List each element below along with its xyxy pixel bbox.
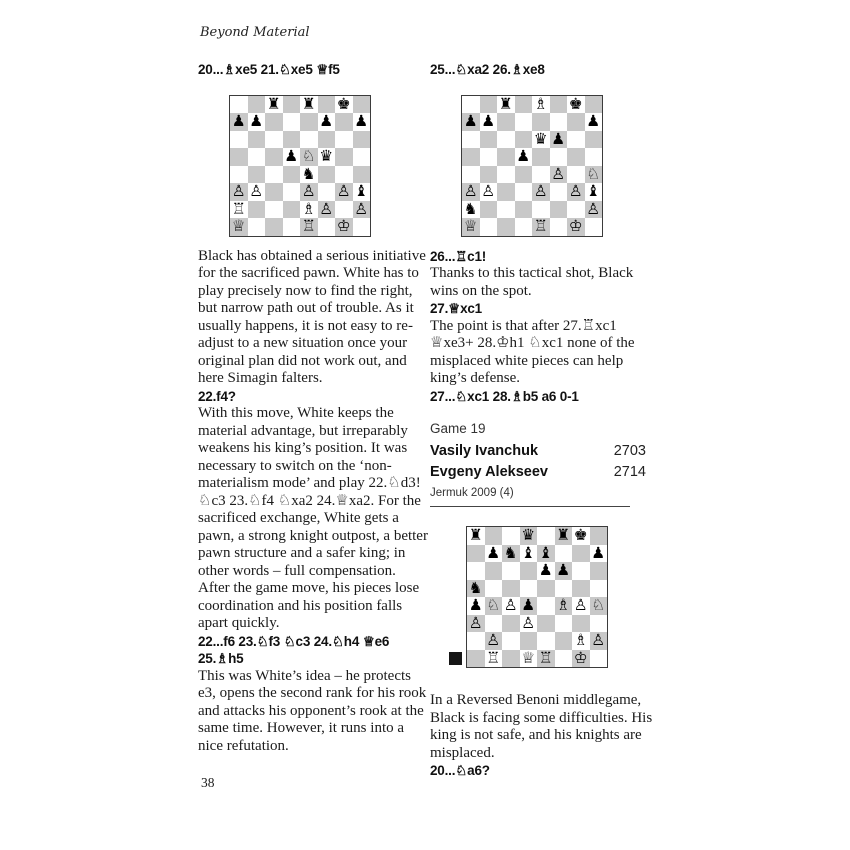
square-g4	[567, 166, 585, 184]
white-knight-icon: ♘	[301, 147, 316, 165]
square-c8	[502, 527, 520, 545]
square-g1	[572, 650, 590, 668]
square-b3	[248, 183, 266, 201]
paragraph-non-materialism: With this move, White keeps the material advantage, but irreparably weakens his king’s position. It was necessary to switch on the ‘non-materialism mode’ and play 22.♘d3! ♘c3 23.♘f4 ♘xa2 24.♕xa2. For the sacrificed exchange, White gets a pawn, a strong knight outpost, a better pawn structure and a safer king; in other words – full compensation. After the game move, his pieces lose coordination and his position falls apart quickly.	[198, 405, 428, 631]
square-h7	[585, 113, 603, 131]
square-e8	[537, 527, 555, 545]
move-line-27-nxc1: 27...♘xc1 28.♗b5 a6 0-1	[430, 388, 579, 404]
square-c4	[497, 166, 515, 184]
white-pawn-icon: ♙	[319, 199, 334, 218]
paragraph-the-point: The point is that after 27.♖xc1 ♕xe3+ 28.♔h1 ♘xc1 none of the misplaced white pieces can help king’s defense.	[430, 317, 635, 386]
square-b2	[480, 201, 498, 219]
square-g8	[572, 527, 590, 545]
black-to-move-indicator	[449, 652, 462, 665]
square-g5	[572, 580, 590, 598]
square-e1	[300, 218, 318, 236]
square-h3	[585, 183, 603, 201]
black-king-icon: ♚	[336, 94, 351, 113]
square-h6	[590, 562, 608, 580]
square-d6	[520, 562, 538, 580]
square-b6	[248, 131, 266, 149]
square-b7	[480, 113, 498, 131]
white-pawn-icon: ♙	[573, 596, 588, 614]
left-column	[198, 61, 430, 755]
square-f6	[550, 131, 568, 149]
game-event-label: Jermuk 2009 (4)	[430, 487, 514, 499]
square-d7	[520, 545, 538, 563]
square-b7	[248, 113, 266, 131]
square-g1	[567, 218, 585, 236]
square-a4	[462, 166, 480, 184]
move-line-20-qf5: 20...♗xe5 21.♘xe5 ♕f5	[198, 62, 340, 77]
black-pawn-icon: ♟	[591, 543, 606, 562]
square-g6	[567, 131, 585, 149]
chess-board-1	[230, 96, 370, 236]
square-f2	[550, 201, 568, 219]
white-knight-icon: ♘	[486, 596, 501, 614]
square-a6	[462, 131, 480, 149]
square-h6	[353, 131, 371, 149]
square-b8	[480, 96, 498, 114]
white-pawn-icon: ♙	[486, 631, 501, 649]
white-pawn-icon: ♙	[249, 182, 264, 200]
square-f8	[555, 527, 573, 545]
black-bishop-icon: ♝	[354, 182, 369, 200]
square-a3	[462, 183, 480, 201]
paragraph-reversed-benoni: In a Reversed Benoni middlegame, Black is facing some difficulties. His king is not safe, and his knights are misplaced.	[430, 692, 653, 761]
square-h4	[353, 166, 371, 184]
square-h4	[585, 166, 603, 184]
square-d7	[515, 113, 533, 131]
square-a1	[467, 650, 485, 668]
white-rook-icon: ♖	[538, 648, 553, 667]
square-a4	[230, 166, 248, 184]
paragraph-tactical-shot: Thanks to this tactical shot, Black wins on the spot.	[430, 265, 634, 299]
black-player-row	[430, 462, 646, 483]
white-pawn-icon: ♙	[468, 613, 483, 632]
chess-diagram-3	[466, 526, 608, 668]
square-c1	[502, 650, 520, 668]
square-g4	[335, 166, 353, 184]
game-header-divider	[430, 506, 630, 507]
black-pawn-icon: ♟	[538, 561, 553, 579]
square-e3	[300, 183, 318, 201]
square-e6	[537, 562, 555, 580]
black-pawn-icon: ♟	[521, 596, 536, 614]
square-f7	[550, 113, 568, 131]
black-knight-icon: ♞	[463, 199, 478, 218]
square-b7	[485, 545, 503, 563]
black-rook-icon: ♜	[301, 94, 316, 113]
white-pawn-icon: ♙	[503, 596, 518, 614]
white-player-row	[430, 441, 646, 462]
running-header: Beyond Material	[200, 25, 310, 40]
square-b1	[480, 218, 498, 236]
square-a8	[230, 96, 248, 114]
square-e1	[537, 650, 555, 668]
square-h7	[353, 113, 371, 131]
white-pawn-icon: ♙	[336, 182, 351, 200]
square-b2	[485, 632, 503, 650]
square-a2	[462, 201, 480, 219]
square-c5	[497, 148, 515, 166]
white-pawn-icon: ♙	[533, 182, 548, 200]
black-king-icon: ♚	[568, 94, 583, 113]
square-g1	[335, 218, 353, 236]
square-b8	[485, 527, 503, 545]
square-b6	[485, 562, 503, 580]
square-c7	[497, 113, 515, 131]
square-d7	[283, 113, 301, 131]
square-c8	[497, 96, 515, 114]
white-king-icon: ♔	[573, 648, 588, 667]
white-bishop-icon: ♗	[301, 199, 316, 218]
square-h6	[585, 131, 603, 149]
square-g7	[567, 113, 585, 131]
square-h8	[590, 527, 608, 545]
square-b4	[480, 166, 498, 184]
black-pawn-icon: ♟	[231, 112, 246, 130]
square-h8	[353, 96, 371, 114]
white-pawn-icon: ♙	[586, 199, 601, 218]
white-pawn-icon: ♙	[568, 182, 583, 200]
black-bishop-icon: ♝	[538, 543, 553, 562]
square-h4	[590, 597, 608, 615]
square-g8	[335, 96, 353, 114]
square-c1	[497, 218, 515, 236]
move-line-22-f4: 22.f4?	[198, 388, 236, 404]
square-d4	[515, 166, 533, 184]
move-line-26-rc1: 26...♖c1!	[430, 248, 487, 264]
move-line-25-bxe8: 25...♘xa2 26.♗xe8	[430, 62, 545, 77]
black-player-rating: 2714	[613, 464, 646, 480]
white-pawn-icon: ♙	[231, 182, 246, 200]
white-pawn-icon: ♙	[481, 182, 496, 200]
square-a7	[230, 113, 248, 131]
square-c5	[265, 148, 283, 166]
square-d5	[520, 580, 538, 598]
square-e6	[532, 131, 550, 149]
square-f4	[555, 597, 573, 615]
square-h2	[353, 201, 371, 219]
black-rook-icon: ♜	[556, 526, 571, 544]
square-g5	[567, 148, 585, 166]
square-f3	[550, 183, 568, 201]
square-c5	[502, 580, 520, 598]
white-pawn-icon: ♙	[301, 182, 316, 200]
square-a7	[462, 113, 480, 131]
chess-diagram-2	[461, 95, 603, 237]
square-d4	[520, 597, 538, 615]
black-rook-icon: ♜	[266, 94, 281, 113]
square-g2	[572, 632, 590, 650]
square-a6	[230, 131, 248, 149]
square-c3	[265, 183, 283, 201]
white-player-name: Vasily Ivanchuk	[430, 443, 539, 459]
black-pawn-icon: ♟	[468, 596, 483, 614]
right-column	[430, 61, 662, 780]
paragraph-whites-idea: This was White’s idea – he protects e3, opens the second rank for his rook and attacks his opponent’s rook at the same time. However, it runs into a nice refutation.	[198, 667, 427, 754]
white-bishop-icon: ♗	[533, 94, 548, 113]
square-g7	[335, 113, 353, 131]
black-player-name: Evgeny Alekseev	[430, 464, 548, 480]
square-f5	[550, 148, 568, 166]
square-d1	[283, 218, 301, 236]
square-d8	[283, 96, 301, 114]
square-d3	[515, 183, 533, 201]
square-f3	[318, 183, 336, 201]
square-d4	[283, 166, 301, 184]
game-number-label: Game 19	[430, 421, 486, 436]
square-c7	[502, 545, 520, 563]
black-pawn-icon: ♟	[516, 147, 531, 165]
square-h7	[590, 545, 608, 563]
square-e8	[300, 96, 318, 114]
white-king-icon: ♔	[336, 217, 351, 235]
square-f8	[550, 96, 568, 114]
square-d3	[520, 615, 538, 633]
square-d5	[283, 148, 301, 166]
square-f1	[555, 650, 573, 668]
white-rook-icon: ♖	[301, 217, 316, 235]
square-c3	[497, 183, 515, 201]
square-h2	[585, 201, 603, 219]
square-h3	[353, 183, 371, 201]
square-g8	[567, 96, 585, 114]
square-d5	[515, 148, 533, 166]
square-b5	[480, 148, 498, 166]
square-a5	[230, 148, 248, 166]
black-pawn-icon: ♟	[556, 561, 571, 579]
square-h8	[585, 96, 603, 114]
square-e4	[532, 166, 550, 184]
white-player-rating: 2703	[613, 443, 646, 459]
square-b5	[248, 148, 266, 166]
white-knight-icon: ♘	[591, 596, 606, 614]
square-a1	[230, 218, 248, 236]
black-pawn-icon: ♟	[463, 112, 478, 130]
move-line-20-na6: 20...♘a6?	[430, 763, 490, 778]
square-f1	[318, 218, 336, 236]
square-g6	[572, 562, 590, 580]
black-pawn-icon: ♟	[284, 147, 299, 165]
square-c7	[265, 113, 283, 131]
page-number: 38	[201, 775, 215, 790]
white-queen-icon: ♕	[521, 648, 536, 667]
square-e7	[532, 113, 550, 131]
white-pawn-icon: ♙	[591, 631, 606, 649]
chess-board-3	[467, 527, 607, 667]
square-c2	[497, 201, 515, 219]
square-c2	[265, 201, 283, 219]
square-h3	[590, 615, 608, 633]
white-rook-icon: ♖	[486, 648, 501, 667]
white-pawn-icon: ♙	[521, 613, 536, 632]
square-e3	[537, 615, 555, 633]
square-f6	[318, 131, 336, 149]
square-a6	[467, 562, 485, 580]
black-pawn-icon: ♟	[551, 129, 566, 148]
black-knight-icon: ♞	[503, 543, 518, 562]
square-a5	[467, 580, 485, 598]
square-b3	[485, 615, 503, 633]
square-b8	[248, 96, 266, 114]
square-c4	[502, 597, 520, 615]
square-c1	[265, 218, 283, 236]
square-a1	[462, 218, 480, 236]
chess-diagram-1	[229, 95, 371, 237]
white-knight-icon: ♘	[586, 164, 601, 183]
white-king-icon: ♔	[568, 217, 583, 235]
square-e8	[532, 96, 550, 114]
square-g2	[567, 201, 585, 219]
game-header-block	[430, 419, 646, 507]
square-e6	[300, 131, 318, 149]
square-d2	[515, 201, 533, 219]
square-b5	[485, 580, 503, 598]
square-d2	[520, 632, 538, 650]
white-pawn-icon: ♙	[551, 164, 566, 183]
square-c8	[265, 96, 283, 114]
square-c6	[502, 562, 520, 580]
square-g3	[567, 183, 585, 201]
square-f8	[318, 96, 336, 114]
square-g6	[335, 131, 353, 149]
square-g3	[335, 183, 353, 201]
square-b1	[485, 650, 503, 668]
square-b4	[248, 166, 266, 184]
square-e5	[532, 148, 550, 166]
paragraph-initiative: Black has obtained a serious initiative for the sacrificed pawn. White has to play precisely now to find the right, but narrow path out of trouble. As it usually happens, it is not easy to re-adjust to a new situation once your original plan did not work out, and here Simagin falters.	[198, 247, 426, 386]
move-line-22-f6: 22...f6 23.♘f3 ♘c3 24.♘h4 ♕e6 25.♗h5	[198, 633, 390, 666]
move-line-27-qxc1: 27.♕xc1	[430, 301, 482, 316]
square-f7	[555, 545, 573, 563]
square-a2	[230, 201, 248, 219]
black-pawn-icon: ♟	[249, 112, 264, 130]
square-g3	[572, 615, 590, 633]
square-h5	[353, 148, 371, 166]
square-g7	[572, 545, 590, 563]
square-d8	[520, 527, 538, 545]
black-queen-icon: ♛	[533, 129, 548, 148]
square-e5	[300, 148, 318, 166]
square-h2	[590, 632, 608, 650]
black-pawn-icon: ♟	[481, 112, 496, 130]
square-e4	[300, 166, 318, 184]
square-d6	[515, 131, 533, 149]
square-g5	[335, 148, 353, 166]
square-e1	[532, 218, 550, 236]
black-knight-icon: ♞	[301, 164, 316, 183]
square-e2	[300, 201, 318, 219]
square-d2	[283, 201, 301, 219]
square-b2	[248, 201, 266, 219]
square-d1	[520, 650, 538, 668]
square-e4	[537, 597, 555, 615]
square-d6	[283, 131, 301, 149]
black-pawn-icon: ♟	[319, 112, 334, 130]
chess-board-2	[462, 96, 602, 236]
square-e2	[537, 632, 555, 650]
square-h5	[585, 148, 603, 166]
square-a2	[467, 632, 485, 650]
square-f7	[318, 113, 336, 131]
square-c4	[265, 166, 283, 184]
square-e2	[532, 201, 550, 219]
black-bishop-icon: ♝	[586, 182, 601, 200]
square-c3	[502, 615, 520, 633]
square-a7	[467, 545, 485, 563]
square-f6	[555, 562, 573, 580]
square-h1	[353, 218, 371, 236]
square-h5	[590, 580, 608, 598]
square-c6	[497, 131, 515, 149]
square-g2	[335, 201, 353, 219]
square-e5	[537, 580, 555, 598]
black-pawn-icon: ♟	[486, 543, 501, 562]
square-c2	[502, 632, 520, 650]
square-f3	[555, 615, 573, 633]
white-bishop-icon: ♗	[556, 596, 571, 614]
square-f5	[555, 580, 573, 598]
square-d3	[283, 183, 301, 201]
square-b1	[248, 218, 266, 236]
white-queen-icon: ♕	[231, 217, 246, 235]
white-pawn-icon: ♙	[463, 182, 478, 200]
square-g4	[572, 597, 590, 615]
square-h1	[585, 218, 603, 236]
square-a8	[462, 96, 480, 114]
square-d1	[515, 218, 533, 236]
black-queen-icon: ♛	[521, 526, 536, 544]
black-rook-icon: ♜	[468, 526, 483, 544]
square-f2	[555, 632, 573, 650]
black-pawn-icon: ♟	[354, 112, 369, 130]
black-pawn-icon: ♟	[586, 112, 601, 130]
square-b6	[480, 131, 498, 149]
black-knight-icon: ♞	[468, 578, 483, 597]
square-d8	[515, 96, 533, 114]
black-rook-icon: ♜	[498, 94, 513, 113]
black-king-icon: ♚	[573, 526, 588, 544]
square-a4	[467, 597, 485, 615]
square-f2	[318, 201, 336, 219]
square-a3	[230, 183, 248, 201]
white-bishop-icon: ♗	[573, 631, 588, 649]
square-e7	[300, 113, 318, 131]
square-a3	[467, 615, 485, 633]
square-f4	[550, 166, 568, 184]
square-b3	[480, 183, 498, 201]
square-a5	[462, 148, 480, 166]
square-e7	[537, 545, 555, 563]
black-bishop-icon: ♝	[521, 543, 536, 562]
square-a8	[467, 527, 485, 545]
square-b4	[485, 597, 503, 615]
square-f5	[318, 148, 336, 166]
white-rook-icon: ♖	[231, 199, 246, 218]
square-f1	[550, 218, 568, 236]
square-f4	[318, 166, 336, 184]
square-e3	[532, 183, 550, 201]
white-rook-icon: ♖	[533, 217, 548, 235]
white-pawn-icon: ♙	[354, 199, 369, 218]
square-h1	[590, 650, 608, 668]
square-c6	[265, 131, 283, 149]
white-queen-icon: ♕	[463, 217, 478, 235]
black-queen-icon: ♛	[319, 147, 334, 165]
